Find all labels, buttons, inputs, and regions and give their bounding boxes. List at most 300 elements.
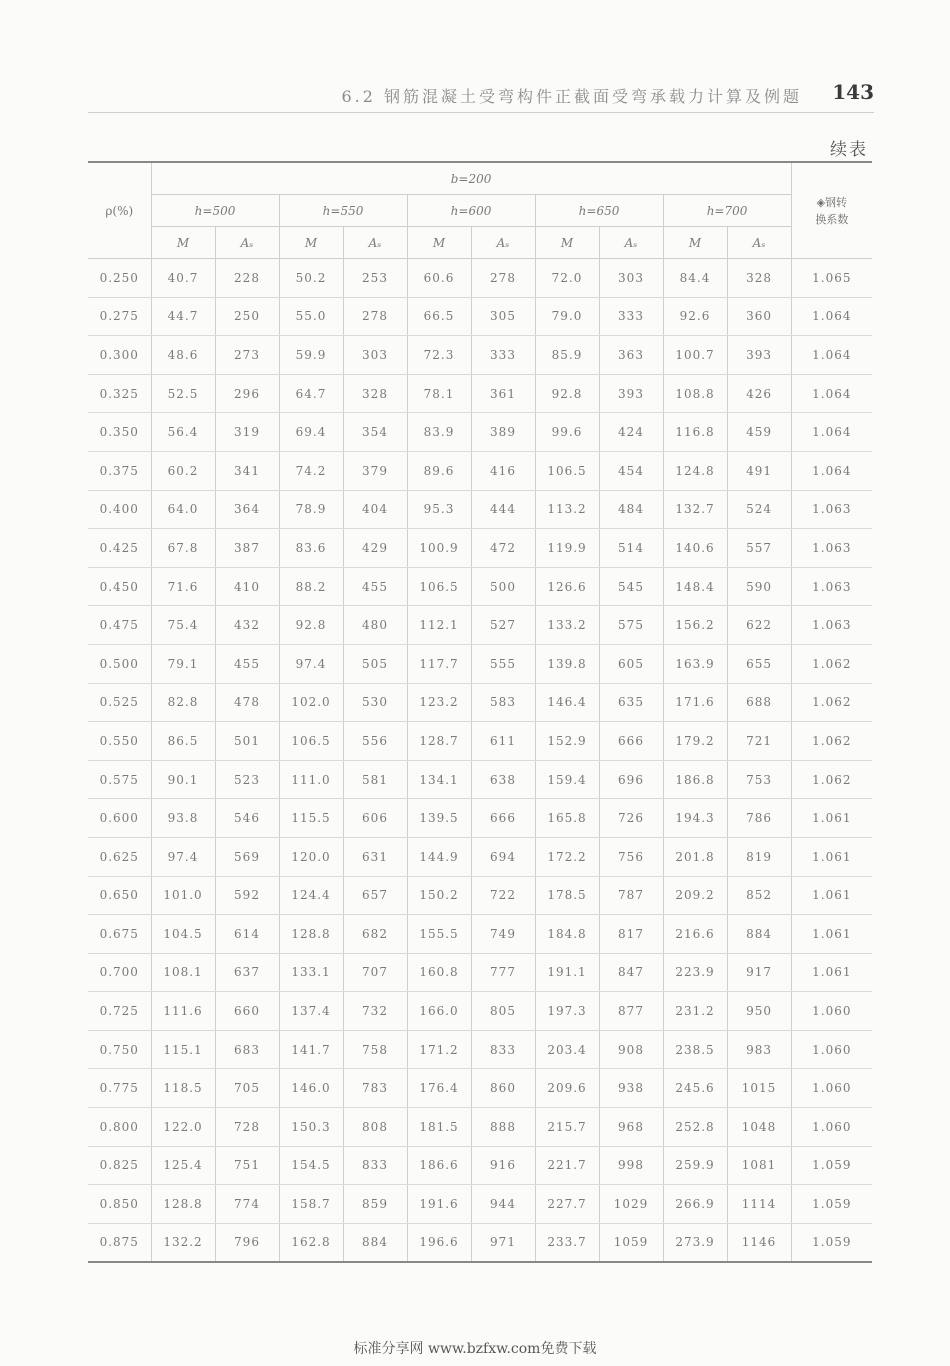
moment-cell: 100.9 xyxy=(407,529,471,568)
moment-subheader: M xyxy=(279,227,343,259)
area-cell: 638 xyxy=(471,760,535,799)
moment-cell: 95.3 xyxy=(407,490,471,529)
moment-cell: 106.5 xyxy=(535,451,599,490)
area-cell: 705 xyxy=(215,1069,279,1108)
moment-cell: 93.8 xyxy=(151,799,215,838)
conversion-cell: 1.061 xyxy=(791,915,872,954)
moment-cell: 128.8 xyxy=(151,1185,215,1224)
moment-cell: 60.6 xyxy=(407,259,471,298)
table-row xyxy=(88,760,872,799)
moment-cell: 134.1 xyxy=(407,760,471,799)
moment-cell: 118.5 xyxy=(151,1069,215,1108)
rho-cell: 0.575 xyxy=(88,760,151,799)
moment-cell: 90.1 xyxy=(151,760,215,799)
area-cell: 819 xyxy=(727,837,791,876)
moment-cell: 148.4 xyxy=(663,567,727,606)
table-row xyxy=(88,259,872,298)
conversion-header-line1: ◈钢转 xyxy=(816,195,848,209)
area-cell: 455 xyxy=(215,644,279,683)
moment-cell: 133.2 xyxy=(535,606,599,645)
moment-cell: 99.6 xyxy=(535,413,599,452)
area-cell: 387 xyxy=(215,529,279,568)
area-cell: 938 xyxy=(599,1069,663,1108)
area-cell: 605 xyxy=(599,644,663,683)
moment-cell: 115.1 xyxy=(151,1030,215,1069)
area-cell: 683 xyxy=(215,1030,279,1069)
area-cell: 756 xyxy=(599,837,663,876)
area-cell: 968 xyxy=(599,1108,663,1147)
moment-cell: 119.9 xyxy=(535,529,599,568)
area-cell: 455 xyxy=(343,567,407,606)
moment-cell: 56.4 xyxy=(151,413,215,452)
moment-cell: 64.7 xyxy=(279,374,343,413)
area-cell: 786 xyxy=(727,799,791,838)
area-cell: 354 xyxy=(343,413,407,452)
table-row xyxy=(88,490,872,529)
table-row xyxy=(88,1146,872,1185)
area-cell: 722 xyxy=(471,876,535,915)
moment-cell: 238.5 xyxy=(663,1030,727,1069)
moment-cell: 150.3 xyxy=(279,1108,343,1147)
area-cell: 1146 xyxy=(727,1223,791,1262)
table-row xyxy=(88,606,872,645)
area-cell: 637 xyxy=(215,953,279,992)
table-row xyxy=(88,1069,872,1108)
area-cell: 950 xyxy=(727,992,791,1031)
area-cell: 777 xyxy=(471,953,535,992)
moment-cell: 158.7 xyxy=(279,1185,343,1224)
moment-cell: 84.4 xyxy=(663,259,727,298)
area-cell: 379 xyxy=(343,451,407,490)
moment-cell: 112.1 xyxy=(407,606,471,645)
moment-cell: 146.0 xyxy=(279,1069,343,1108)
page-number: 143 xyxy=(832,80,874,104)
moment-cell: 106.5 xyxy=(279,722,343,761)
moment-cell: 48.6 xyxy=(151,336,215,375)
area-cell: 545 xyxy=(599,567,663,606)
area-cell: 787 xyxy=(599,876,663,915)
section-title: 6.2 钢筋混凝土受弯构件正截面受弯承载力计算及例题 xyxy=(341,87,802,106)
moment-cell: 67.8 xyxy=(151,529,215,568)
moment-cell: 191.6 xyxy=(407,1185,471,1224)
area-cell: 611 xyxy=(471,722,535,761)
area-cell: 1015 xyxy=(727,1069,791,1108)
moment-cell: 245.6 xyxy=(663,1069,727,1108)
conversion-cell: 1.061 xyxy=(791,799,872,838)
area-cell: 635 xyxy=(599,683,663,722)
area-cell: 523 xyxy=(215,760,279,799)
moment-cell: 64.0 xyxy=(151,490,215,529)
conversion-cell: 1.060 xyxy=(791,1069,872,1108)
area-cell: 884 xyxy=(343,1223,407,1262)
moment-cell: 116.8 xyxy=(663,413,727,452)
table-row xyxy=(88,876,872,915)
moment-cell: 97.4 xyxy=(151,837,215,876)
area-cell: 546 xyxy=(215,799,279,838)
moment-cell: 100.7 xyxy=(663,336,727,375)
moment-cell: 273.9 xyxy=(663,1223,727,1262)
rho-cell: 0.675 xyxy=(88,915,151,954)
moment-cell: 191.1 xyxy=(535,953,599,992)
conversion-cell: 1.063 xyxy=(791,490,872,529)
area-cell: 694 xyxy=(471,837,535,876)
conversion-cell: 1.065 xyxy=(791,259,872,298)
moment-subheader: M xyxy=(407,227,471,259)
area-cell: 333 xyxy=(471,336,535,375)
area-cell: 303 xyxy=(343,336,407,375)
area-cell: 459 xyxy=(727,413,791,452)
table-body xyxy=(88,259,872,1262)
moment-cell: 108.1 xyxy=(151,953,215,992)
moment-cell: 97.4 xyxy=(279,644,343,683)
conversion-cell: 1.063 xyxy=(791,567,872,606)
area-cell: 796 xyxy=(215,1223,279,1262)
moment-cell: 133.1 xyxy=(279,953,343,992)
conversion-cell: 1.064 xyxy=(791,297,872,336)
area-cell: 303 xyxy=(599,259,663,298)
rho-cell: 0.425 xyxy=(88,529,151,568)
conversion-cell: 1.062 xyxy=(791,722,872,761)
conversion-header xyxy=(791,162,872,259)
area-cell: 971 xyxy=(471,1223,535,1262)
conversion-cell: 1.059 xyxy=(791,1223,872,1262)
moment-cell: 132.7 xyxy=(663,490,727,529)
conversion-cell: 1.062 xyxy=(791,683,872,722)
table-row xyxy=(88,683,872,722)
moment-cell: 140.6 xyxy=(663,529,727,568)
moment-cell: 126.6 xyxy=(535,567,599,606)
rho-cell: 0.725 xyxy=(88,992,151,1031)
moment-cell: 216.6 xyxy=(663,915,727,954)
rho-cell: 0.525 xyxy=(88,683,151,722)
h-header: h=600 xyxy=(407,195,535,227)
area-cell: 253 xyxy=(343,259,407,298)
moment-cell: 166.0 xyxy=(407,992,471,1031)
area-cell: 557 xyxy=(727,529,791,568)
conversion-cell: 1.064 xyxy=(791,336,872,375)
moment-cell: 146.4 xyxy=(535,683,599,722)
moment-cell: 123.2 xyxy=(407,683,471,722)
moment-cell: 66.5 xyxy=(407,297,471,336)
moment-cell: 122.0 xyxy=(151,1108,215,1147)
moment-cell: 162.8 xyxy=(279,1223,343,1262)
area-cell: 429 xyxy=(343,529,407,568)
moment-cell: 223.9 xyxy=(663,953,727,992)
area-cell: 732 xyxy=(343,992,407,1031)
area-cell: 426 xyxy=(727,374,791,413)
area-cell: 278 xyxy=(343,297,407,336)
moment-cell: 209.6 xyxy=(535,1069,599,1108)
area-cell: 416 xyxy=(471,451,535,490)
moment-cell: 86.5 xyxy=(151,722,215,761)
area-cell: 393 xyxy=(599,374,663,413)
conversion-cell: 1.061 xyxy=(791,837,872,876)
area-cell: 250 xyxy=(215,297,279,336)
area-cell: 749 xyxy=(471,915,535,954)
moment-cell: 155.5 xyxy=(407,915,471,954)
moment-cell: 252.8 xyxy=(663,1108,727,1147)
area-cell: 273 xyxy=(215,336,279,375)
h-header: h=700 xyxy=(663,195,791,227)
rho-cell: 0.650 xyxy=(88,876,151,915)
area-cell: 751 xyxy=(215,1146,279,1185)
rho-cell: 0.700 xyxy=(88,953,151,992)
area-cell: 424 xyxy=(599,413,663,452)
moment-cell: 209.2 xyxy=(663,876,727,915)
area-cell: 688 xyxy=(727,683,791,722)
moment-cell: 172.2 xyxy=(535,837,599,876)
area-cell: 833 xyxy=(471,1030,535,1069)
rho-cell: 0.625 xyxy=(88,837,151,876)
moment-cell: 92.8 xyxy=(279,606,343,645)
moment-subheader: M xyxy=(151,227,215,259)
conversion-header-line2: 换系数 xyxy=(815,212,849,226)
moment-cell: 83.6 xyxy=(279,529,343,568)
h-header: h=650 xyxy=(535,195,663,227)
rho-cell: 0.250 xyxy=(88,259,151,298)
area-cell: 454 xyxy=(599,451,663,490)
rho-cell: 0.500 xyxy=(88,644,151,683)
area-cell: 581 xyxy=(343,760,407,799)
area-cell: 774 xyxy=(215,1185,279,1224)
moment-cell: 79.0 xyxy=(535,297,599,336)
moment-cell: 89.6 xyxy=(407,451,471,490)
moment-cell: 227.7 xyxy=(535,1185,599,1224)
table-row xyxy=(88,722,872,761)
conversion-cell: 1.061 xyxy=(791,953,872,992)
table-row xyxy=(88,451,872,490)
moment-cell: 197.3 xyxy=(535,992,599,1031)
rho-cell: 0.350 xyxy=(88,413,151,452)
data-table xyxy=(88,161,872,1263)
moment-cell: 159.4 xyxy=(535,760,599,799)
footer-watermark: 标准分享网 www.bzfxw.com免费下载 xyxy=(353,1341,597,1357)
table-row xyxy=(88,1108,872,1147)
rho-cell: 0.850 xyxy=(88,1185,151,1224)
area-cell: 1029 xyxy=(599,1185,663,1224)
area-cell: 410 xyxy=(215,567,279,606)
continued-label: 续表 xyxy=(830,140,868,160)
moment-cell: 124.4 xyxy=(279,876,343,915)
table-row xyxy=(88,374,872,413)
moment-cell: 150.2 xyxy=(407,876,471,915)
moment-cell: 106.5 xyxy=(407,567,471,606)
rho-cell: 0.550 xyxy=(88,722,151,761)
area-cell: 569 xyxy=(215,837,279,876)
moment-cell: 40.7 xyxy=(151,259,215,298)
rho-header: ρ(%) xyxy=(88,162,151,259)
area-cell: 500 xyxy=(471,567,535,606)
area-cell: 583 xyxy=(471,683,535,722)
h-header: h=550 xyxy=(279,195,407,227)
conversion-cell: 1.062 xyxy=(791,760,872,799)
area-cell: 1059 xyxy=(599,1223,663,1262)
area-cell: 556 xyxy=(343,722,407,761)
moment-cell: 186.8 xyxy=(663,760,727,799)
area-cell: 859 xyxy=(343,1185,407,1224)
area-cell: 480 xyxy=(343,606,407,645)
conversion-cell: 1.060 xyxy=(791,992,872,1031)
conversion-cell: 1.060 xyxy=(791,1030,872,1069)
moment-cell: 111.0 xyxy=(279,760,343,799)
area-cell: 758 xyxy=(343,1030,407,1069)
moment-cell: 111.6 xyxy=(151,992,215,1031)
conversion-cell: 1.060 xyxy=(791,1108,872,1147)
area-cell: 505 xyxy=(343,644,407,683)
area-cell: 944 xyxy=(471,1185,535,1224)
rho-cell: 0.800 xyxy=(88,1108,151,1147)
table-row xyxy=(88,992,872,1031)
area-cell: 555 xyxy=(471,644,535,683)
area-cell: 296 xyxy=(215,374,279,413)
moment-cell: 92.8 xyxy=(535,374,599,413)
conversion-cell: 1.064 xyxy=(791,451,872,490)
conversion-cell: 1.059 xyxy=(791,1146,872,1185)
area-cell: 622 xyxy=(727,606,791,645)
area-subheader: Aₛ xyxy=(727,227,791,259)
moment-cell: 233.7 xyxy=(535,1223,599,1262)
area-cell: 472 xyxy=(471,529,535,568)
area-cell: 444 xyxy=(471,490,535,529)
area-cell: 491 xyxy=(727,451,791,490)
area-cell: 631 xyxy=(343,837,407,876)
area-cell: 908 xyxy=(599,1030,663,1069)
rho-cell: 0.775 xyxy=(88,1069,151,1108)
moment-subheader: M xyxy=(535,227,599,259)
area-cell: 808 xyxy=(343,1108,407,1147)
moment-cell: 186.6 xyxy=(407,1146,471,1185)
moment-cell: 221.7 xyxy=(535,1146,599,1185)
area-cell: 393 xyxy=(727,336,791,375)
rho-cell: 0.875 xyxy=(88,1223,151,1262)
moment-cell: 163.9 xyxy=(663,644,727,683)
table-row xyxy=(88,413,872,452)
area-cell: 305 xyxy=(471,297,535,336)
moment-cell: 50.2 xyxy=(279,259,343,298)
area-cell: 666 xyxy=(471,799,535,838)
area-cell: 524 xyxy=(727,490,791,529)
moment-cell: 115.5 xyxy=(279,799,343,838)
conversion-cell: 1.063 xyxy=(791,606,872,645)
rho-cell: 0.475 xyxy=(88,606,151,645)
area-cell: 360 xyxy=(727,297,791,336)
rho-cell: 0.400 xyxy=(88,490,151,529)
moment-cell: 128.7 xyxy=(407,722,471,761)
rho-cell: 0.275 xyxy=(88,297,151,336)
area-cell: 530 xyxy=(343,683,407,722)
moment-cell: 152.9 xyxy=(535,722,599,761)
b-header: b=200 xyxy=(151,162,791,195)
area-cell: 817 xyxy=(599,915,663,954)
area-cell: 682 xyxy=(343,915,407,954)
rho-cell: 0.300 xyxy=(88,336,151,375)
moment-cell: 171.6 xyxy=(663,683,727,722)
moment-cell: 215.7 xyxy=(535,1108,599,1147)
area-cell: 363 xyxy=(599,336,663,375)
moment-cell: 184.8 xyxy=(535,915,599,954)
area-cell: 364 xyxy=(215,490,279,529)
area-cell: 389 xyxy=(471,413,535,452)
moment-cell: 78.1 xyxy=(407,374,471,413)
table-row xyxy=(88,799,872,838)
area-cell: 278 xyxy=(471,259,535,298)
area-cell: 527 xyxy=(471,606,535,645)
table-row xyxy=(88,567,872,606)
conversion-cell: 1.059 xyxy=(791,1185,872,1224)
moment-cell: 194.3 xyxy=(663,799,727,838)
moment-cell: 59.9 xyxy=(279,336,343,375)
area-cell: 1048 xyxy=(727,1108,791,1147)
moment-cell: 44.7 xyxy=(151,297,215,336)
moment-cell: 125.4 xyxy=(151,1146,215,1185)
area-subheader: Aₛ xyxy=(599,227,663,259)
area-cell: 655 xyxy=(727,644,791,683)
moment-cell: 60.2 xyxy=(151,451,215,490)
area-cell: 432 xyxy=(215,606,279,645)
area-cell: 877 xyxy=(599,992,663,1031)
table-row xyxy=(88,837,872,876)
conversion-cell: 1.062 xyxy=(791,644,872,683)
moment-cell: 78.9 xyxy=(279,490,343,529)
area-cell: 361 xyxy=(471,374,535,413)
area-cell: 501 xyxy=(215,722,279,761)
moment-cell: 113.2 xyxy=(535,490,599,529)
conversion-cell: 1.064 xyxy=(791,413,872,452)
table-row xyxy=(88,644,872,683)
rho-cell: 0.325 xyxy=(88,374,151,413)
moment-cell: 101.0 xyxy=(151,876,215,915)
area-cell: 478 xyxy=(215,683,279,722)
area-cell: 860 xyxy=(471,1069,535,1108)
area-cell: 728 xyxy=(215,1108,279,1147)
moment-cell: 85.9 xyxy=(535,336,599,375)
area-cell: 833 xyxy=(343,1146,407,1185)
area-cell: 696 xyxy=(599,760,663,799)
area-cell: 606 xyxy=(343,799,407,838)
area-cell: 319 xyxy=(215,413,279,452)
area-cell: 333 xyxy=(599,297,663,336)
moment-cell: 178.5 xyxy=(535,876,599,915)
area-cell: 328 xyxy=(343,374,407,413)
area-cell: 1114 xyxy=(727,1185,791,1224)
moment-cell: 55.0 xyxy=(279,297,343,336)
moment-cell: 181.5 xyxy=(407,1108,471,1147)
table-row xyxy=(88,915,872,954)
moment-cell: 154.5 xyxy=(279,1146,343,1185)
moment-cell: 117.7 xyxy=(407,644,471,683)
area-cell: 328 xyxy=(727,259,791,298)
moment-cell: 102.0 xyxy=(279,683,343,722)
area-subheader: Aₛ xyxy=(471,227,535,259)
area-cell: 783 xyxy=(343,1069,407,1108)
moment-cell: 160.8 xyxy=(407,953,471,992)
moment-cell: 75.4 xyxy=(151,606,215,645)
moment-cell: 124.8 xyxy=(663,451,727,490)
area-cell: 484 xyxy=(599,490,663,529)
moment-cell: 79.1 xyxy=(151,644,215,683)
moment-cell: 104.5 xyxy=(151,915,215,954)
area-cell: 805 xyxy=(471,992,535,1031)
area-cell: 657 xyxy=(343,876,407,915)
area-cell: 1081 xyxy=(727,1146,791,1185)
area-cell: 852 xyxy=(727,876,791,915)
area-cell: 983 xyxy=(727,1030,791,1069)
moment-cell: 137.4 xyxy=(279,992,343,1031)
rho-cell: 0.450 xyxy=(88,567,151,606)
area-cell: 592 xyxy=(215,876,279,915)
rho-cell: 0.825 xyxy=(88,1146,151,1185)
table-row xyxy=(88,529,872,568)
